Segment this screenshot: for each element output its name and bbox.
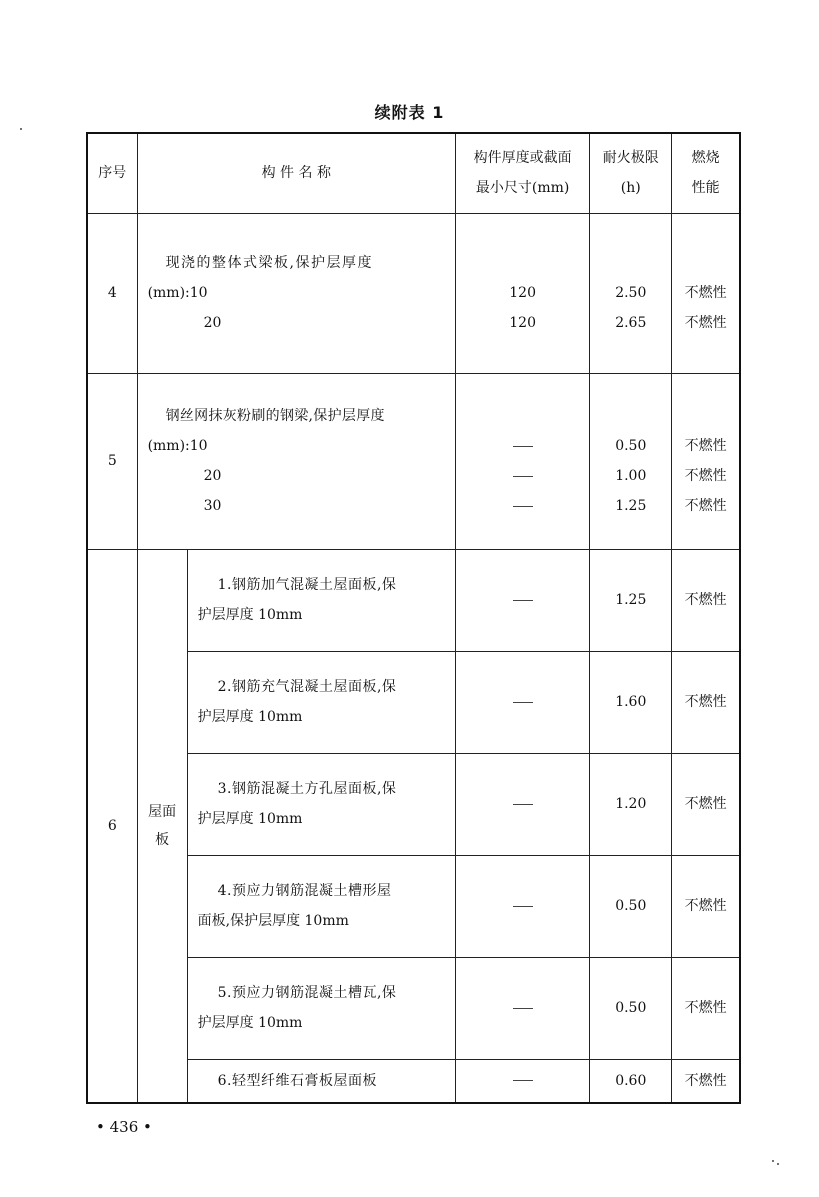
thickness-value: 120 (509, 315, 536, 331)
row-name (137, 373, 455, 549)
row-thickness (456, 373, 590, 549)
section-label-line1: 屋面 (148, 803, 177, 820)
scan-speck (777, 1163, 779, 1165)
item-name-line: 护层厚度 10mm (197, 709, 303, 725)
dash-mark (513, 506, 533, 507)
row-name-line: (mm):10 (147, 438, 208, 454)
row-name (137, 213, 455, 373)
item-name (187, 855, 455, 957)
burn-value: 不燃性 (684, 285, 727, 301)
dash-mark (513, 476, 533, 477)
page-number: • 436 • (96, 1118, 152, 1136)
row-name-line: 钢丝网抹灰粉刷的钢梁,保护层厚度 (165, 408, 385, 424)
fire-resistance-table (86, 132, 741, 1104)
table-title: 续附表 1 (374, 103, 445, 122)
item-name (187, 651, 455, 753)
limit-value: 1.00 (615, 468, 647, 484)
table-row (87, 549, 740, 651)
item-name-line: 面板,保护层厚度 10mm (197, 913, 349, 929)
item-name-line: 护层厚度 10mm (197, 607, 303, 623)
header-thickness-line1: 构件厚度或截面 (473, 150, 572, 167)
row-burn (672, 213, 740, 373)
header-thickness (456, 133, 590, 213)
dash-mark (513, 446, 533, 447)
dash-mark (513, 1080, 533, 1081)
burn-value: 不燃性 (672, 1059, 740, 1103)
header-burn-line2: 性能 (691, 180, 720, 197)
header-name: 构 件 名 称 (137, 133, 455, 213)
item-name-line: 5.预应力钢筋混凝土槽瓦,保 (217, 985, 397, 1001)
row-name-line: 现浇的整体式梁板,保护层厚度 (165, 255, 374, 271)
row-seq: 5 (87, 373, 137, 549)
header-row (87, 133, 740, 213)
scan-speck (772, 1160, 774, 1162)
burn-value: 不燃性 (684, 468, 727, 484)
burn-value: 不燃性 (684, 498, 727, 514)
row-seq: 6 (87, 549, 137, 1103)
section-label-line2: 板 (155, 831, 170, 848)
limit-value: 0.50 (590, 855, 672, 957)
header-limit (590, 133, 672, 213)
limit-value: 1.60 (590, 651, 672, 753)
burn-value: 不燃性 (672, 957, 740, 1059)
row-name-line: 20 (203, 468, 222, 484)
row-seq: 4 (87, 213, 137, 373)
header-burn (672, 133, 740, 213)
dash-mark (513, 1008, 533, 1009)
item-name-line: 护层厚度 10mm (197, 1015, 303, 1031)
row-limit (590, 213, 672, 373)
section-label (137, 549, 187, 1103)
row-thickness (456, 213, 590, 373)
item-name (187, 1059, 455, 1103)
dash-mark (513, 702, 533, 703)
burn-value: 不燃性 (684, 315, 727, 331)
item-name-line: 1.钢筋加气混凝土屋面板,保 (217, 577, 397, 593)
header-seq: 序号 (87, 133, 137, 213)
item-name (187, 957, 455, 1059)
item-name-line: 2.钢筋充气混凝土屋面板,保 (217, 679, 397, 695)
dash-mark (513, 804, 533, 805)
item-name (187, 549, 455, 651)
row-name-line: 30 (203, 498, 222, 514)
row-name-line: 20 (203, 315, 222, 331)
table-row (87, 213, 740, 373)
item-name-line: 4.预应力钢筋混凝土槽形屋 (217, 883, 392, 899)
burn-value: 不燃性 (672, 651, 740, 753)
limit-value: 2.50 (615, 285, 647, 301)
limit-value: 0.60 (590, 1059, 672, 1103)
item-name-line: 3.钢筋混凝土方孔屋面板,保 (217, 781, 397, 797)
item-name (187, 753, 455, 855)
limit-value: 0.50 (590, 957, 672, 1059)
thickness-value: 120 (509, 285, 536, 301)
limit-value: 1.25 (590, 549, 672, 651)
header-thickness-line2: 最小尺寸(mm) (475, 180, 570, 197)
limit-value: 1.20 (590, 753, 672, 855)
limit-value: 2.65 (615, 315, 647, 331)
limit-value: 0.50 (615, 438, 647, 454)
burn-value: 不燃性 (672, 753, 740, 855)
dash-mark (513, 600, 533, 601)
burn-value: 不燃性 (684, 438, 727, 454)
burn-value: 不燃性 (672, 549, 740, 651)
row-name-line: (mm):10 (147, 285, 208, 301)
burn-value: 不燃性 (672, 855, 740, 957)
row-burn (672, 373, 740, 549)
header-limit-line1: 耐火极限 (602, 150, 659, 167)
table-row (87, 373, 740, 549)
item-name-line: 护层厚度 10mm (197, 811, 303, 827)
dash-mark (513, 906, 533, 907)
row-limit (590, 373, 672, 549)
item-name-line: 6.轻型纤维石膏板屋面板 (217, 1072, 377, 1089)
scan-speck (20, 128, 22, 130)
limit-value: 1.25 (615, 498, 647, 514)
header-burn-line1: 燃烧 (691, 150, 720, 167)
header-limit-line2: (h) (620, 180, 641, 197)
